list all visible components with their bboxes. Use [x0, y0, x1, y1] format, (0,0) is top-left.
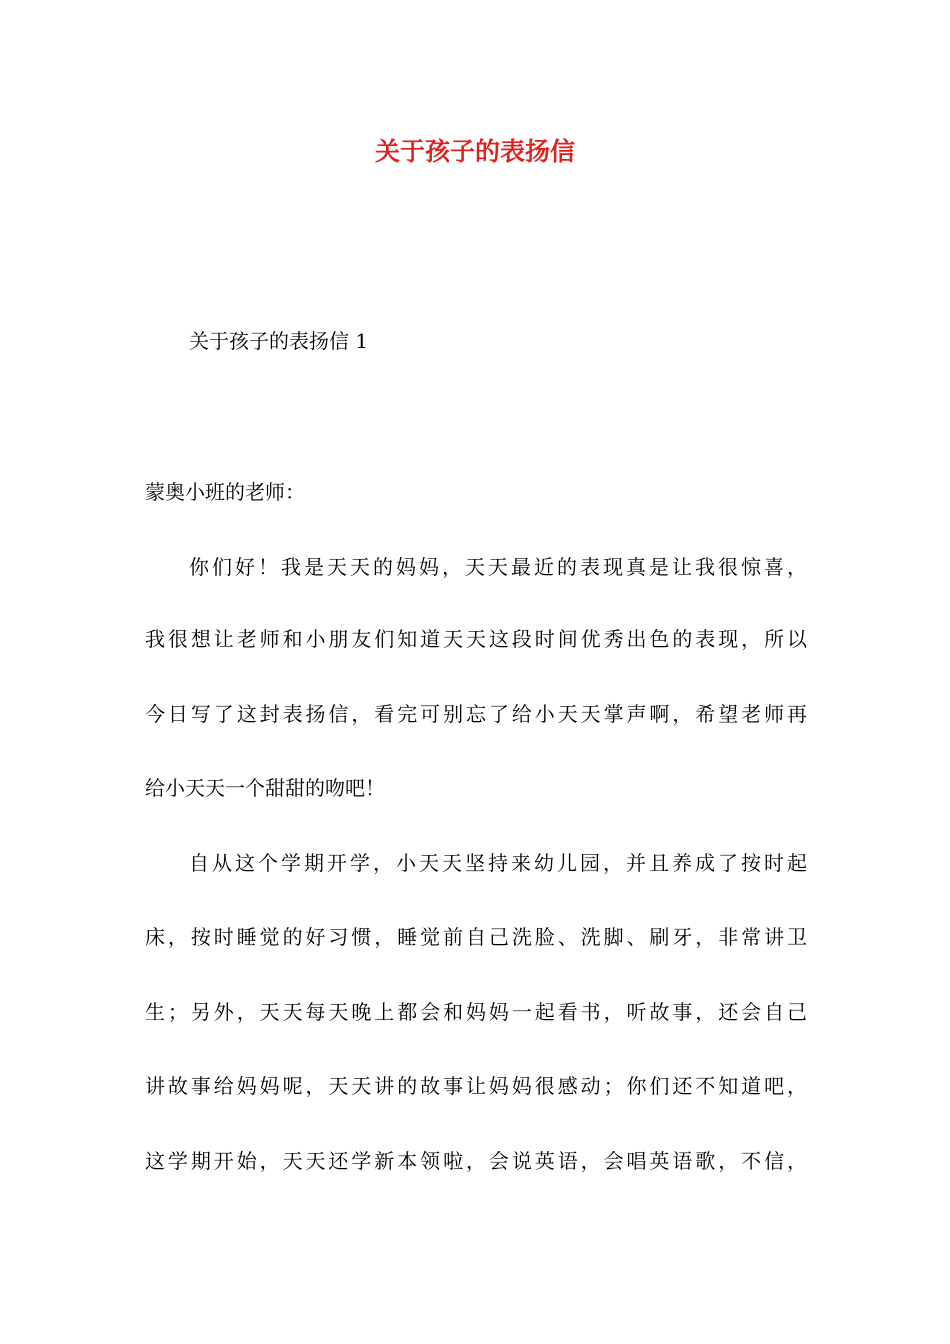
paragraph-2-line-3: 生；另外，天天每天晚上都会和妈妈一起看书，听故事，还会自己 [145, 1000, 807, 1024]
paragraph-1-line-2: 我很想让老师和小朋友们知道天天这段时间优秀出色的表现，所以 [145, 627, 807, 651]
letter-subtitle: 关于孩子的表扬信 1 [189, 329, 369, 353]
paragraph-2-line-4: 讲故事给妈妈呢，天天讲的故事让妈妈很感动；你们还不知道吧， [145, 1074, 807, 1098]
paragraph-1-line-3: 今日写了这封表扬信，看完可别忘了给小天天掌声啊，希望老师再 [145, 702, 807, 726]
paragraph-2-line-2: 床，按时睡觉的好习惯，睡觉前自己洗脸、洗脚、刷牙，非常讲卫 [145, 925, 807, 949]
letter-salutation: 蒙奥小班的老师： [145, 480, 305, 504]
document-title: 关于孩子的表扬信 [374, 137, 575, 166]
paragraph-1-line-4: 给小天天一个甜甜的吻吧！ [145, 776, 385, 800]
paragraph-1-line-1: 你们好！我是天天的妈妈，天天最近的表现真是让我很惊喜， [189, 555, 807, 579]
paragraph-2-line-1: 自从这个学期开学，小天天坚持来幼儿园，并且养成了按时起 [189, 851, 807, 875]
paragraph-2-line-5: 这学期开始，天天还学新本领啦，会说英语，会唱英语歌，不信， [145, 1149, 807, 1173]
